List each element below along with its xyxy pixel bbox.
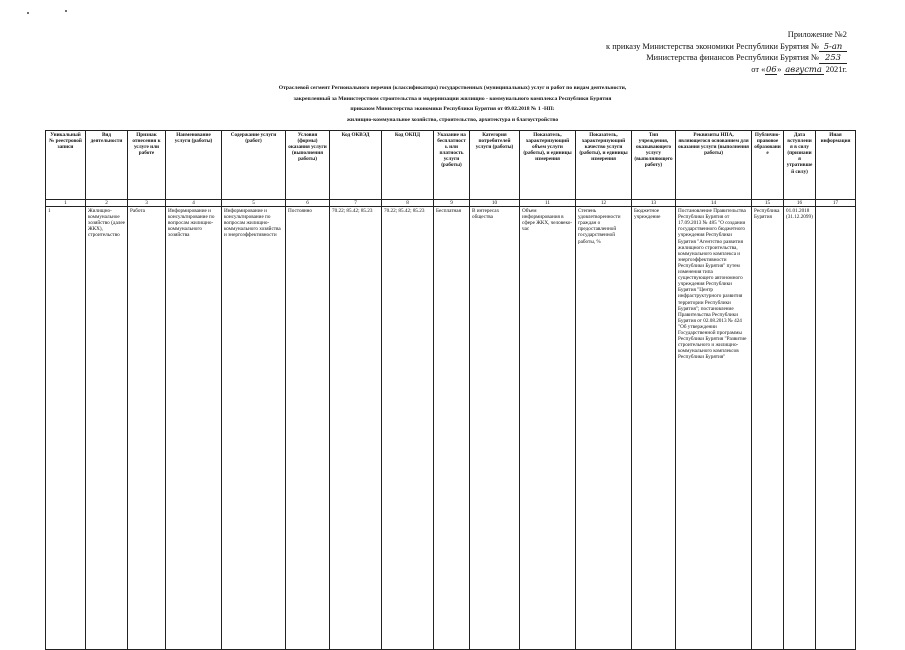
column-number: 4 [166,200,222,207]
column-header: Указание на бесплатность или платность услуги (работы) [434,131,470,200]
column-header: Реквизиты НПА, являющегося основанием для оказания услуги (выполнения работы) [676,131,752,200]
table-row [46,207,856,650]
column-header: Иная информация [816,131,856,200]
column-number: 7 [330,200,382,207]
column-number: 1 [46,200,86,207]
cell-volume-indicator: Объем информирования в сфере ЖКХ, человеко-час [520,207,576,650]
cell-activity-type: Жилищно-коммунальное хозяйство (далее ЖКХ), строительство [86,207,128,650]
document-title [0,83,905,125]
appendix-header [606,30,847,75]
title-line: Отраслевой сегмент Регионального перечня (классификатора) государственных (муниципальных) услуг и работ по видам деятельности, [278,85,627,91]
appendix-ministry-line: Министерства финансов Республики Бурятия № 253 [606,52,847,64]
column-number: 8 [382,200,434,207]
column-header: Код ОКВЭД [330,131,382,200]
date-month-handwritten: августа [785,63,822,74]
scan-speck [27,12,29,14]
cell-institution-type: Бюджетное учреждение [632,207,676,650]
column-number: 16 [784,200,816,207]
column-number: 5 [222,200,286,207]
column-header: Код ОКПД [382,131,434,200]
column-number: 6 [286,200,330,207]
column-number: 12 [576,200,632,207]
cell-service-or-work: Работа [128,207,166,650]
cell-service-content: Информирование и консультирование по вопросам жилищно-коммунального хозяйства и энергоэффективности [222,207,286,650]
column-header: Содержание услуги (работ) [222,131,286,200]
column-number: 2 [86,200,128,207]
column-header: Показатель, характеризующий качество услуги (работы), и единицы измерения [576,131,632,200]
cell-okved-code: 70.22; 85.42; 85.23 [330,207,382,650]
column-number: 13 [632,200,676,207]
cell-consumer-category: В интересах общества [470,207,520,650]
title-line: закрепленный за Министерством строительства и модернизации жилищно - коммунального комплекса Республики Бурятия [293,95,612,102]
column-header: Вид деятельности [86,131,128,200]
table-header-row [46,131,856,200]
column-number-row [46,200,856,207]
column-header: Условия (формы) оказания услуги (выполнения работы) [286,131,330,200]
cell-payment: Бесплатная [434,207,470,650]
column-header: Тип учреждения, оказывающего услугу (выполняющего работу) [632,131,676,200]
column-header: Признак отнесения к услуге или работе [128,131,166,200]
appendix-order-line: к приказу Министерства экономики Республики Бурятия № 5-ап [606,41,847,53]
column-number: 17 [816,200,856,207]
title-line: приказом Министерства экономики Республики Бурятия от 09.02.2018 № 1 -НП: [350,106,555,112]
title-line: жилищно-коммунальное хозяйство, строительство, архитектура и благоустройство [346,116,559,123]
appendix-title: Приложение №2 [787,30,847,39]
cell-legal-basis: Постановление Правительства Республики Бурятия от 17.09.2013 № 485 "О создании государственного бюджетного учреждения Республики Бурятия "Агентство развития жилищного строительства, коммунального комплекса и энергоэффективности Республики Бурятия" путем изменения типа существующего автономного учреждения Республики Бурятия "Центр инфраструктурного развития территории Республики Бурятия"; постановление Правительства Республики Бурятия от 02.08.2013 № 424 "Об утверждении Государственной программы Республики Бурятия "Развитие строительного и жилищно-коммунального комплексов Республики Бурятия" [676,207,752,650]
ministry-order-number-handwritten: 253 [819,52,847,64]
cell-conditions: Постоянно [286,207,330,650]
column-number: 10 [470,200,520,207]
column-header: Уникальный № реестровой записи [46,131,86,200]
cell-service-name: Информирование и консультирование по вопросам жилищно-коммунального хозяйства [166,207,222,650]
cell-public-entity: Республика Бурятия [752,207,784,650]
column-header: Категория потребителей услуги (работы) [470,131,520,200]
column-number: 11 [520,200,576,207]
date-day-handwritten: 06 [765,63,777,74]
scan-speck [65,10,67,12]
cell-other-info [816,207,856,650]
column-header: Дата вступления в силу (признания утратившей силу) [784,131,816,200]
cell-okpd-code: 70.22; 85.42; 85.23 [382,207,434,650]
cell-registry-number: 1 [46,207,86,650]
column-header: Публично-правовое образование [752,131,784,200]
column-number: 3 [128,200,166,207]
column-number: 15 [752,200,784,207]
column-header: Показатель, характеризующий объем услуги (работы), и единицы измерения [520,131,576,200]
services-table [45,130,856,650]
cell-effective-date: 01.01.2018 (31.12.2099) [784,207,816,650]
cell-quality-indicator: Степень удовлетворенности граждан о предоставленной государственной работы, % [576,207,632,650]
appendix-date-line: от «06» августа 2021г. [751,63,847,74]
order-number-handwritten: 5-ап [819,41,847,53]
column-header: Наименование услуги (работы) [166,131,222,200]
column-number: 14 [676,200,752,207]
column-number: 9 [434,200,470,207]
